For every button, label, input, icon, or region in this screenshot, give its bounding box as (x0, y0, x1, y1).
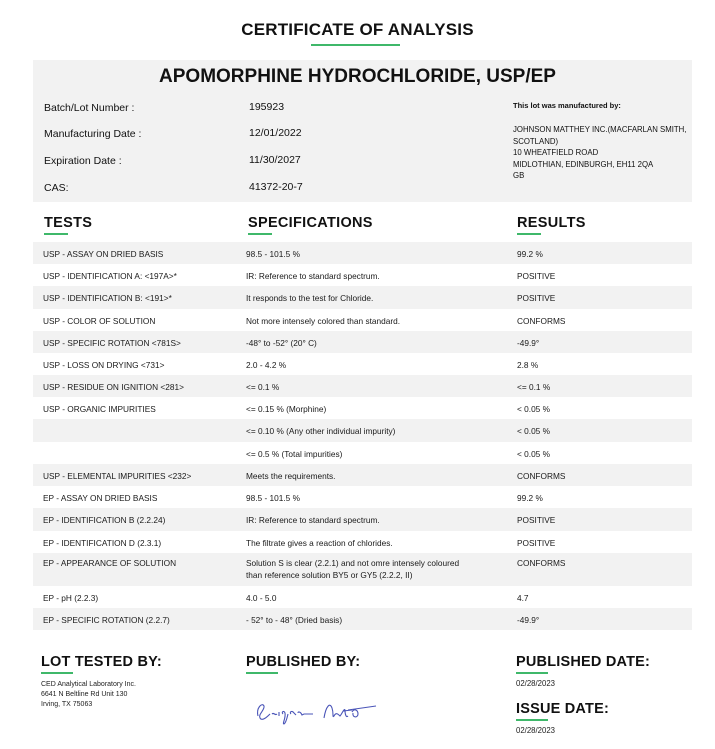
test-result: POSITIVE (517, 293, 556, 303)
table-row (33, 264, 692, 286)
test-result: POSITIVE (517, 271, 556, 281)
test-name: USP - RESIDUE ON IGNITION <281> (43, 382, 184, 392)
issue-date-value: 02/28/2023 (516, 726, 556, 735)
issue-date-heading: ISSUE DATE: (516, 701, 609, 717)
published-date-heading: PUBLISHED DATE: (516, 654, 651, 670)
table-row (33, 508, 692, 531)
test-spec: <= 0.1 % (246, 382, 280, 392)
manufacturer-address (513, 124, 688, 182)
manufacturer-heading: This lot was manufactured by: (513, 101, 621, 110)
test-spec: It responds to the test for Chloride. (246, 293, 374, 303)
lab-line: CED Analytical Laboratory Inc. (41, 681, 136, 688)
specifications-underline (248, 233, 272, 235)
test-spec: <= 0.10 % (Any other individual impurity) (246, 426, 396, 436)
expiration-date-label: Expiration Date : (44, 155, 122, 167)
test-spec: Not more intensely colored than standard. (246, 316, 401, 326)
test-result: 99.2 % (517, 249, 543, 259)
test-name: USP - ELEMENTAL IMPURITIES <232> (43, 471, 192, 481)
test-result: < 0.05 % (517, 426, 550, 436)
test-name: USP - LOSS ON DRYING <731> (43, 360, 165, 370)
product-name: APOMORPHINE HYDROCHLORIDE, USP/EP (159, 66, 556, 87)
table-row (33, 608, 692, 630)
test-result: POSITIVE (517, 538, 556, 548)
table-row (33, 397, 692, 419)
manufacturer-line: GB (513, 171, 525, 180)
test-spec: Meets the requirements. (246, 471, 336, 481)
test-result: 4.7 (517, 593, 529, 603)
test-name: EP - IDENTIFICATION D (2.3.1) (43, 538, 162, 548)
manufacturer-line: MIDLOTHIAN, EDINBURGH, EH11 2QA (513, 159, 654, 169)
test-name: USP - ORGANIC IMPURITIES (43, 404, 156, 414)
manufacturer-line: 10 WHEATFIELD ROAD (513, 148, 599, 157)
table-row (33, 586, 692, 608)
test-spec: - 52° to - 48° (Dried basis) (246, 615, 343, 625)
results-underline (517, 233, 541, 235)
batch-lot-value: 195923 (249, 101, 285, 113)
test-spec: Solution S is clear (2.2.1) and not omre intensely coloured than reference solution BY5 or GY5 (2.2.2, II) (246, 558, 460, 580)
lab-line: 6641 N Beltline Rd Unit 130 (41, 691, 128, 698)
table-row (33, 486, 692, 508)
test-result: 99.2 % (517, 493, 543, 503)
lot-tested-by-heading: LOT TESTED BY: (41, 654, 162, 670)
table-row (33, 419, 692, 442)
column-header-tests: TESTS (44, 215, 93, 231)
column-header-results: RESULTS (517, 215, 586, 231)
table-row (33, 553, 692, 586)
table-row (33, 442, 692, 464)
test-spec: IR: Reference to standard spectrum. (246, 271, 380, 281)
table-row (33, 242, 692, 264)
lab-line: Irving, TX 75063 (41, 701, 93, 708)
test-name: USP - IDENTIFICATION A: <197A>* (43, 271, 177, 281)
expiration-date-value: 11/30/2027 (249, 154, 301, 166)
test-result: < 0.05 % (517, 449, 550, 459)
test-name: EP - ASSAY ON DRIED BASIS (43, 493, 158, 503)
test-spec: The filtrate gives a reaction of chlorides. (246, 538, 393, 548)
test-spec: 4.0 - 5.0 (246, 593, 277, 603)
test-result: <= 0.1 % (517, 382, 551, 392)
published-by-underline (246, 672, 278, 674)
test-result: POSITIVE (517, 515, 556, 525)
table-row (33, 331, 692, 353)
lot-tested-underline (41, 672, 73, 674)
table-row (33, 286, 692, 309)
table-row (33, 464, 692, 486)
test-name: EP - pH (2.2.3) (43, 593, 99, 603)
test-name: USP - ASSAY ON DRIED BASIS (43, 249, 164, 259)
test-name: USP - IDENTIFICATION B: <191>* (43, 293, 172, 303)
test-result: CONFORMS (517, 558, 566, 568)
issue-date-underline (516, 719, 548, 721)
document-title: CERTIFICATE OF ANALYSIS (241, 20, 474, 39)
test-result: -49.9° (517, 615, 540, 625)
manufacturer-line: JOHNSON MATTHEY INC.(MACFARLAN SMITH, SCOTLAND) (513, 125, 687, 146)
table-row (33, 353, 692, 375)
test-name: USP - COLOR OF SOLUTION (43, 316, 156, 326)
test-spec: -48° to -52° (20° C) (246, 338, 317, 348)
test-result: < 0.05 % (517, 404, 550, 414)
cas-value: 41372-20-7 (249, 181, 303, 193)
signature-icon (248, 694, 378, 728)
test-spec: <= 0.15 % (Morphine) (246, 404, 327, 414)
test-result: -49.9° (517, 338, 540, 348)
test-name: EP - IDENTIFICATION B (2.2.24) (43, 515, 166, 525)
test-result: CONFORMS (517, 471, 566, 481)
test-result: CONFORMS (517, 316, 566, 326)
lab-address (41, 680, 136, 710)
test-spec: 98.5 - 101.5 % (246, 249, 300, 259)
test-spec: <= 0.5 % (Total impurities) (246, 449, 343, 459)
table-row (33, 375, 692, 397)
test-name: EP - SPECIFIC ROTATION (2.2.7) (43, 615, 170, 625)
published-date-value: 02/28/2023 (516, 679, 556, 688)
test-spec: IR: Reference to standard spectrum. (246, 515, 380, 525)
batch-lot-label: Batch/Lot Number : (44, 102, 135, 114)
table-row (33, 531, 692, 553)
test-result: 2.8 % (517, 360, 539, 370)
test-spec: 2.0 - 4.2 % (246, 360, 287, 370)
test-name: USP - SPECIFIC ROTATION <781S> (43, 338, 181, 348)
tests-underline (44, 233, 68, 235)
published-date-underline (516, 672, 548, 674)
manufacturing-date-label: Manufacturing Date : (44, 128, 142, 140)
cas-label: CAS: (44, 182, 69, 194)
test-spec: 98.5 - 101.5 % (246, 493, 300, 503)
published-by-heading: PUBLISHED BY: (246, 654, 361, 670)
title-underline (311, 44, 400, 46)
column-header-specifications: SPECIFICATIONS (248, 215, 373, 231)
results-table (33, 242, 692, 630)
table-row (33, 309, 692, 331)
manufacturing-date-value: 12/01/2022 (249, 127, 302, 139)
test-name: EP - APPEARANCE OF SOLUTION (43, 558, 177, 568)
